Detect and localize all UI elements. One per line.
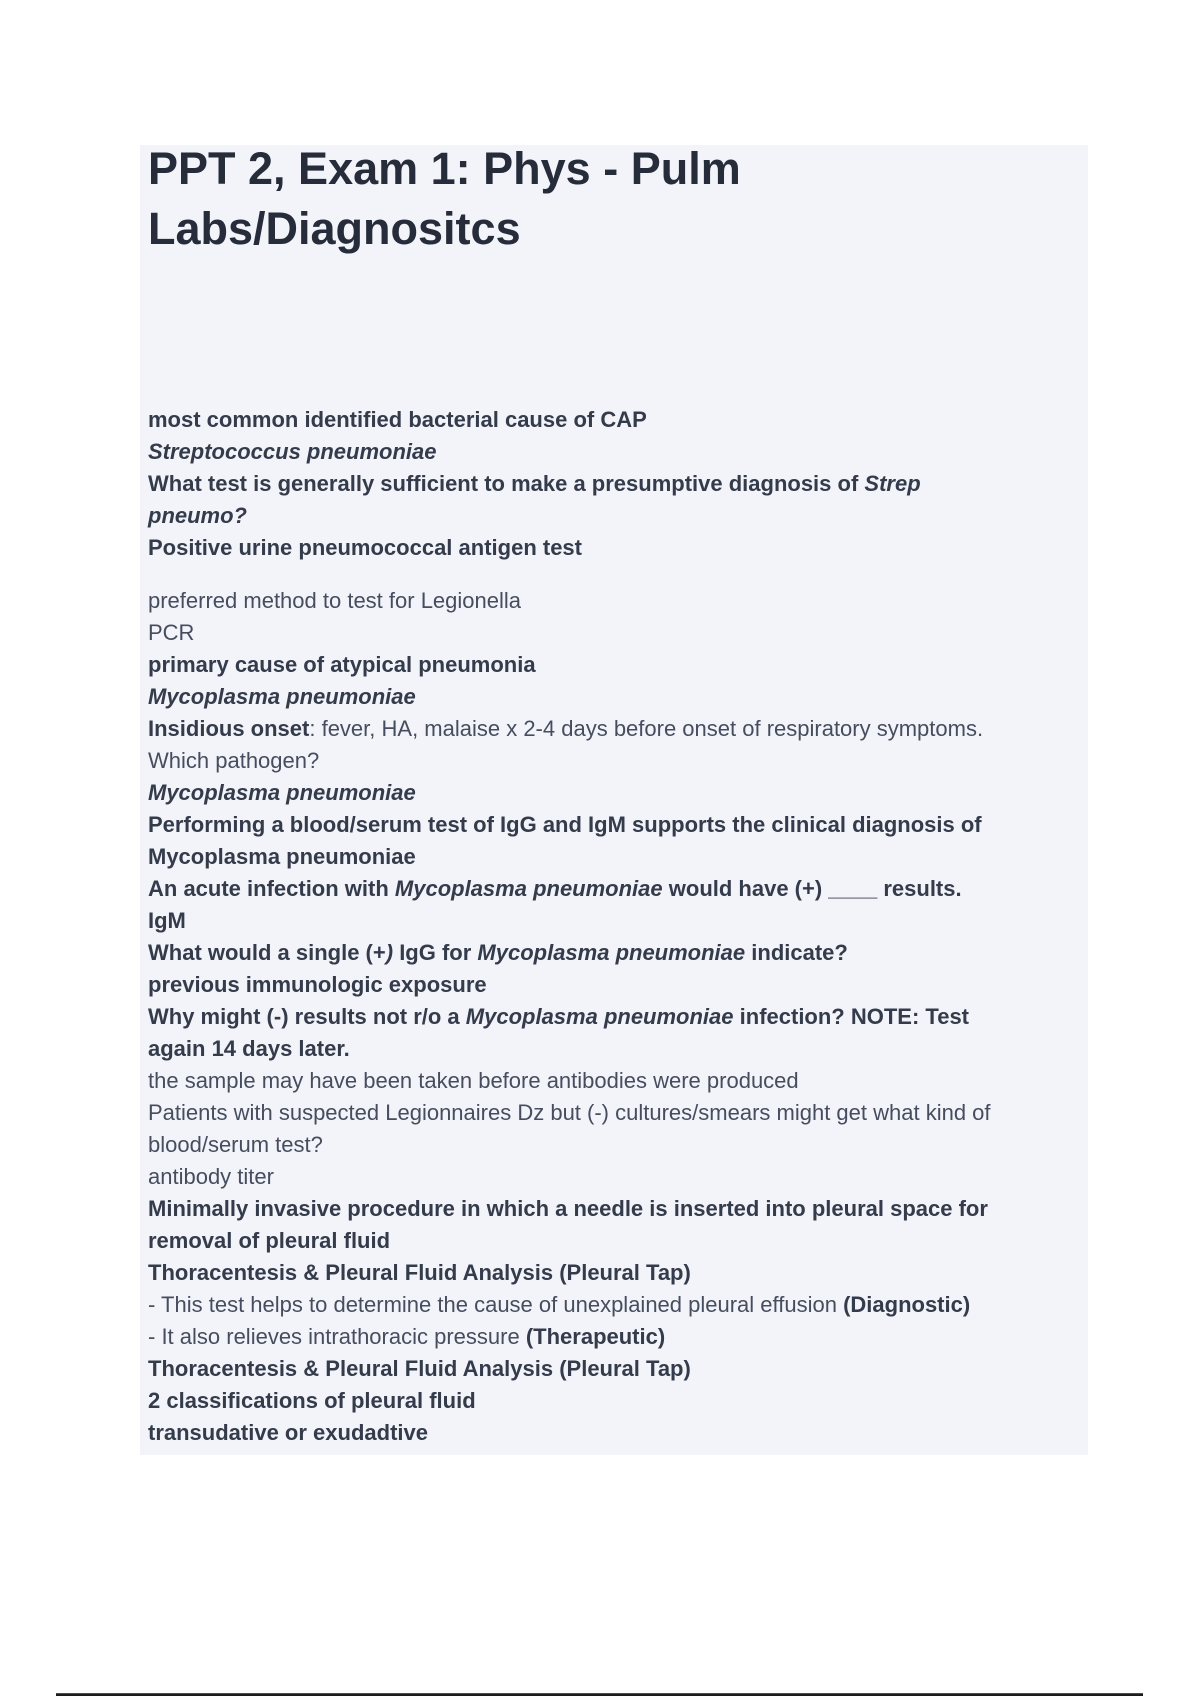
text-segment: What would a single (+ [148, 940, 386, 965]
text-segment: Strep [864, 471, 921, 496]
text-segment: IgM [148, 908, 186, 933]
text-segment: primary cause of atypical pneumonia [148, 652, 536, 677]
text-segment: Thoracentesis & Pleural Fluid Analysis (Pleural Tap) [148, 1260, 691, 1285]
text-line [148, 468, 1080, 500]
content-lines [148, 404, 1080, 1449]
text-line [148, 809, 1080, 841]
text-line [148, 1193, 1080, 1225]
text-segment: Mycoplasma pneumoniae [148, 780, 416, 805]
text-line [148, 1225, 1080, 1257]
text-line [148, 649, 1080, 681]
text-segment: PCR [148, 620, 195, 645]
text-segment: blood/serum test? [148, 1132, 323, 1157]
text-segment: Why might (-) results not r/o a [148, 1004, 466, 1029]
text-segment: preferred method to test for Legionella [148, 588, 522, 613]
text-line [148, 905, 1080, 937]
text-segment: the sample may have been taken before antibodies were produced [148, 1068, 799, 1093]
text-segment: Thoracentesis & Pleural Fluid Analysis (Pleural Tap) [148, 1356, 691, 1381]
text-line [148, 969, 1080, 1001]
text-line [148, 937, 1080, 969]
text-segment: Which pathogen? [148, 748, 320, 773]
text-segment: removal of pleural fluid [148, 1228, 391, 1253]
text-line [148, 745, 1080, 777]
text-segment: Performing a blood/serum test of IgG and IgM supports the clinical diagnosis of [148, 812, 982, 837]
text-line [148, 617, 1080, 649]
text-segment: would have (+) ____ results. [662, 876, 962, 901]
text-line [148, 1289, 1080, 1321]
text-line [148, 1417, 1080, 1449]
text-segment: Mycoplasma pneumoniae [477, 940, 746, 965]
text-segment: Mycoplasma pneumoniae [465, 1004, 734, 1029]
text-line [148, 1321, 1080, 1353]
text-segment: (Diagnostic) [843, 1292, 971, 1317]
page-separator-line [56, 1693, 1143, 1696]
page-title-line-2: Labs/Diagnositcs [148, 203, 521, 254]
text-segment: most common identified bacterial cause of CAP [148, 407, 647, 432]
text-segment: What test is generally sufficient to make a presumptive diagnosis of [148, 471, 865, 496]
text-segment: - This test helps to determine the cause of unexplained pleural effusion [148, 1292, 844, 1317]
text-segment: transudative or exudadtive [148, 1420, 428, 1445]
text-line [148, 1257, 1080, 1289]
text-segment: ) [385, 940, 394, 965]
text-line [148, 585, 1080, 617]
text-segment: indicate? [745, 940, 848, 965]
text-segment: Patients with suspected Legionnaires Dz but (-) cultures/smears might get what kind of [148, 1100, 991, 1125]
document-card [140, 145, 1088, 1455]
text-segment: : fever, HA, malaise x 2-4 days before onset of respiratory symptoms. [309, 716, 984, 741]
text-segment: 2 classifications of pleural fluid [148, 1388, 476, 1413]
text-segment: Minimally invasive procedure in which a needle is inserted into pleural space for [148, 1196, 988, 1221]
text-segment: Mycoplasma pneumoniae [148, 844, 416, 869]
text-line [148, 1033, 1080, 1065]
text-line [148, 873, 1080, 905]
text-line [148, 1385, 1080, 1417]
text-line [148, 841, 1080, 873]
text-segment: again 14 days later. [148, 1036, 350, 1061]
text-line [148, 1353, 1080, 1385]
text-line [148, 713, 1080, 745]
text-line [148, 1065, 1080, 1097]
text-segment: Streptococcus pneumoniae [148, 439, 437, 464]
text-line [148, 436, 1080, 468]
text-segment: Mycoplasma pneumoniae [394, 876, 663, 901]
text-segment: Mycoplasma pneumoniae [148, 684, 416, 709]
text-line [148, 1129, 1080, 1161]
text-segment: IgG for [393, 940, 478, 965]
text-line [148, 1001, 1080, 1033]
text-segment: pneumo? [148, 503, 247, 528]
text-segment: previous immunologic exposure [148, 972, 487, 997]
text-segment: An acute infection with [148, 876, 395, 901]
text-line [148, 777, 1080, 809]
page-title-line-1: PPT 2, Exam 1: Phys - Pulm [148, 143, 741, 194]
text-segment: (Therapeutic) [525, 1324, 666, 1349]
text-segment: infection? NOTE: Test [733, 1004, 970, 1029]
text-line [148, 681, 1080, 713]
text-line [148, 532, 1080, 564]
text-segment: Positive urine pneumococcal antigen test [148, 535, 582, 560]
page-title [148, 139, 1080, 259]
text-line [148, 500, 1080, 532]
text-segment: antibody titer [148, 1164, 274, 1189]
text-segment: - It also relieves intrathoracic pressure [148, 1324, 526, 1349]
text-line [148, 404, 1080, 436]
text-segment: Insidious onset [148, 716, 310, 741]
text-line [148, 1161, 1080, 1193]
text-line [148, 1097, 1080, 1129]
